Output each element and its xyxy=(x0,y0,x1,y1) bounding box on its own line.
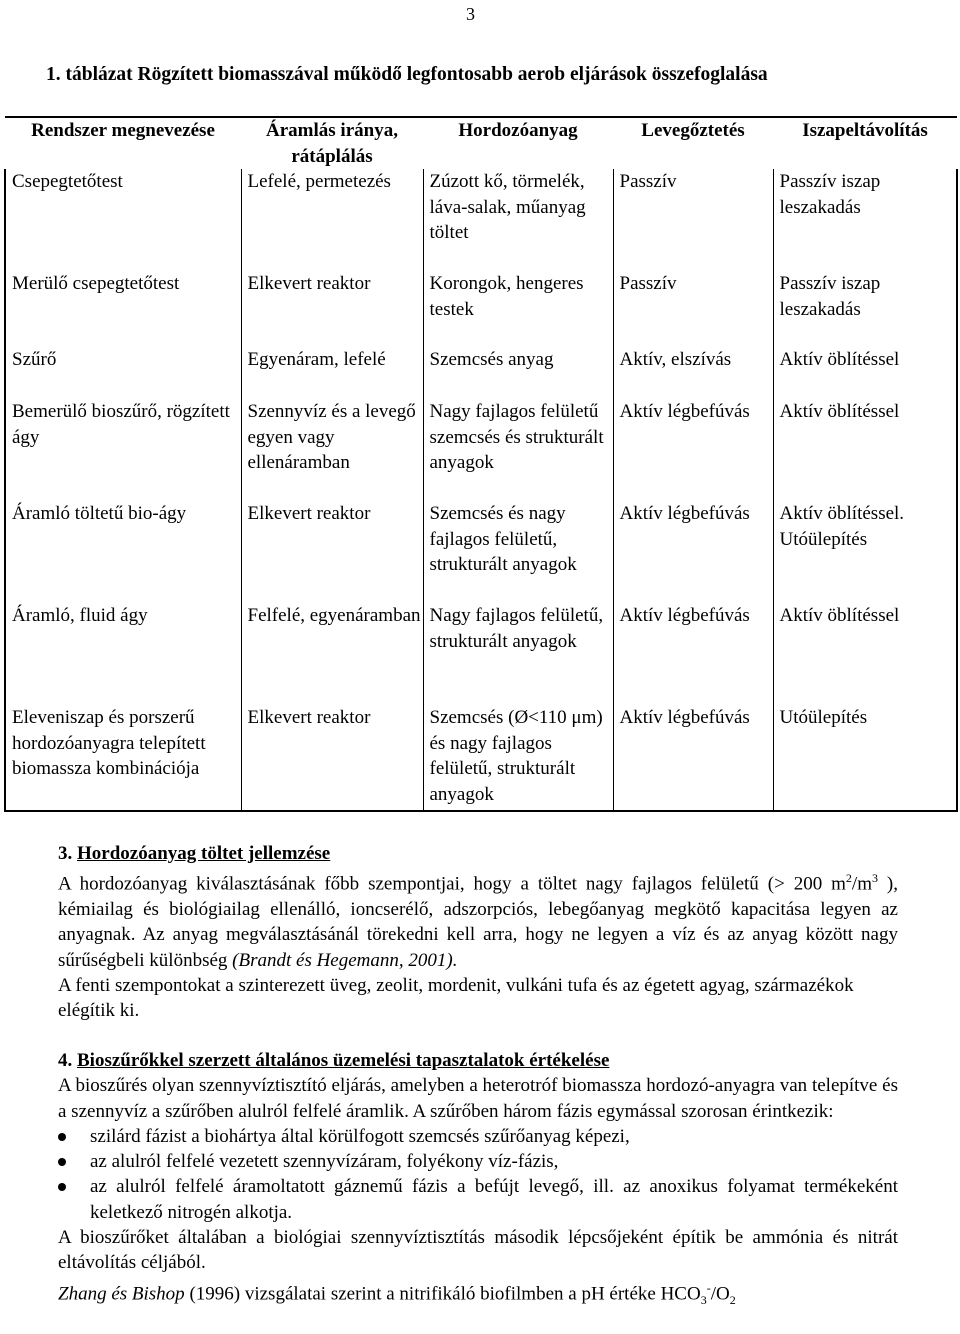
header-cell: Áramlás iránya, rátáplálás xyxy=(241,117,423,169)
table-cell: Elkevert reaktor xyxy=(241,705,423,811)
section-4-intro: A bioszűrés olyan szennyvíztisztító eljárás, amelyben a heterotróf biomassza hordozó-anyagra van telepítve és a szennyvíz a szűrőben alulról felfelé áramlik. A szűrőben három fázis egymással szorosan érintkezik: xyxy=(58,1075,898,1122)
table-cell: Felfelé, egyenáramban xyxy=(241,603,423,705)
table-cell: Aktív légbefúvás xyxy=(613,501,773,603)
table-cell: Áramló, fluid ágy xyxy=(5,603,241,705)
superscript: 2 xyxy=(845,871,852,886)
header-cell: Rendszer megnevezése xyxy=(5,117,241,169)
table-row xyxy=(5,347,957,399)
bullet-list xyxy=(58,1124,898,1225)
bullet-icon xyxy=(58,1183,66,1191)
table-row xyxy=(5,271,957,347)
table-cell: Lefelé, permetezés xyxy=(241,169,423,271)
table-row xyxy=(5,501,957,603)
list-item-text: szilárd fázist a biohártya által körülfogott szemcsés szűrőanyag képezi, xyxy=(90,1125,630,1147)
table-cell: Eleveniszap és porszerű hordozóanyagra telepített biomassza kombinációja xyxy=(5,705,241,811)
bullet-icon xyxy=(58,1133,66,1141)
table-cell: Aktív öblítéssel xyxy=(773,603,957,705)
subscript: 2 xyxy=(729,1292,736,1307)
table-cell: Aktív öblítéssel xyxy=(773,399,957,501)
list-item xyxy=(58,1149,898,1174)
table-cell: Egyenáram, lefelé xyxy=(241,347,423,399)
table-cell: Korongok, hengeres testek xyxy=(423,271,613,347)
section-4-title: Bioszűrőkkel szerzett általános üzemelési tapasztalatok értékelése xyxy=(77,1050,610,1071)
list-item xyxy=(58,1124,898,1149)
table-cell: Merülő csepegtetőtest xyxy=(5,271,241,347)
subscript: 3 xyxy=(700,1292,707,1307)
list-item-text: az alulról felfelé áramoltatott gáznemű fázis a befújt levegő, ill. az anoxikus folyamat termékeként keletkező nitrogén alkotja. xyxy=(90,1176,898,1223)
section-4-heading xyxy=(58,1048,898,1073)
table-row xyxy=(5,705,957,811)
page-number: 3 xyxy=(466,4,475,24)
table-cell: Nagy fajlagos felületű, strukturált anyagok xyxy=(423,603,613,705)
table-header-row xyxy=(5,117,957,169)
table-cell: Aktív öblítéssel xyxy=(773,347,957,399)
table-cell: Passzív iszap leszakadás xyxy=(773,169,957,271)
bullet-icon xyxy=(58,1158,66,1166)
table-cell: Elkevert reaktor xyxy=(241,501,423,603)
table-row xyxy=(5,603,957,705)
table-cell: Aktív, elszívás xyxy=(613,347,773,399)
table-row xyxy=(5,399,957,501)
table-row xyxy=(5,169,957,271)
section-3-paragraph-2: A fenti szempontokat a szinterezett üveg, zeolit, mordenit, vulkáni tufa és az égetett agyag, származékok elégítik ki. xyxy=(58,974,854,1022)
table-cell: Bemerülő bioszűrő, rögzített ágy xyxy=(5,399,241,501)
table-cell: Elkevert reaktor xyxy=(241,271,423,347)
list-item-text: az alulról felfelé vezetett szennyvízáram, folyékony víz-fázis, xyxy=(90,1151,559,1173)
superscript: - xyxy=(706,1280,711,1295)
header-cell: Iszapeltávolítás xyxy=(773,117,957,169)
paragraph-text: (1996) vizsgálatai szerint a nitrifikáló biofilmben a pH értéke HCO xyxy=(184,1283,701,1304)
section-4-paragraph-2: A bioszűrőket általában a biológiai szennyvíztisztítás második lépcsőjeként építik be ammónia és nitrát eltávolítás céljából. xyxy=(58,1227,898,1274)
table-cell: Utóülepítés xyxy=(773,705,957,811)
table-cell: Aktív légbefúvás xyxy=(613,603,773,705)
table-cell: Csepegtetőtest xyxy=(5,169,241,271)
section-3-title: Hordozóanyag töltet jellemzése xyxy=(77,843,331,864)
section-3 xyxy=(58,841,898,1023)
summary-table xyxy=(4,116,958,812)
table-cell: Nagy fajlagos felületű szemcsés és strukturált anyagok xyxy=(423,399,613,501)
section-3-heading xyxy=(58,841,898,866)
table-cell: Szennyvíz és a levegő egyen vagy ellenáramban xyxy=(241,399,423,501)
table-cell: Szűrő xyxy=(5,347,241,399)
citation: (Brandt és Hegemann, 2001). xyxy=(232,949,458,971)
paragraph-text: ), kémiailag és biológiailag ellenálló, ioncserélő, adszorpciós, lebegőanyag megkötő kapacitása legyen az anyagnak. Az anyag megválasztásánál törekedni kell arra, hogy ne legyen a víz és az anyag között nagy sűrűségbeli különbség xyxy=(58,873,898,971)
table-cell: Aktív légbefúvás xyxy=(613,705,773,811)
table-cell: Szemcsés anyag xyxy=(423,347,613,399)
table-cell: Aktív légbefúvás xyxy=(613,399,773,501)
section-3-number: 3. xyxy=(58,843,73,864)
table-cell: Szemcsés és nagy fajlagos felületű, strukturált anyagok xyxy=(423,501,613,603)
list-item xyxy=(58,1174,898,1225)
table-cell: Aktív öblítéssel. Utóülepítés xyxy=(773,501,957,603)
section-4 xyxy=(58,1048,898,1313)
section-3-paragraph-1 xyxy=(58,866,898,973)
section-4-number: 4. xyxy=(58,1050,73,1071)
table-cell: Passzív iszap leszakadás xyxy=(773,271,957,347)
table-cell: Passzív xyxy=(613,271,773,347)
table-cell: Zúzott kő, törmelék, láva-salak, műanyag töltet xyxy=(423,169,613,271)
table-cell: Áramló töltetű bio-ágy xyxy=(5,501,241,603)
paragraph-text: A hordozóanyag kiválasztásának főbb szempontjai, hogy a töltet nagy fajlagos felületű (> 200 m xyxy=(58,873,846,895)
table-title: 1. táblázat Rögzített biomasszával működő legfontosabb aerob eljárások összefoglalása xyxy=(46,64,768,85)
table-cell: Passzív xyxy=(613,169,773,271)
header-cell: Levegőztetés xyxy=(613,117,773,169)
superscript: 3 xyxy=(871,871,878,886)
table-cell: Szemcsés (Ø<110 μm) és nagy fajlagos felületű, strukturált anyagok xyxy=(423,705,613,811)
header-cell: Hordozóanyag xyxy=(423,117,613,169)
citation-authors: Zhang és Bishop xyxy=(58,1283,185,1304)
section-4-paragraph-3 xyxy=(58,1276,898,1313)
paragraph-text: /m xyxy=(851,873,872,895)
paragraph-text: /O xyxy=(710,1283,730,1304)
